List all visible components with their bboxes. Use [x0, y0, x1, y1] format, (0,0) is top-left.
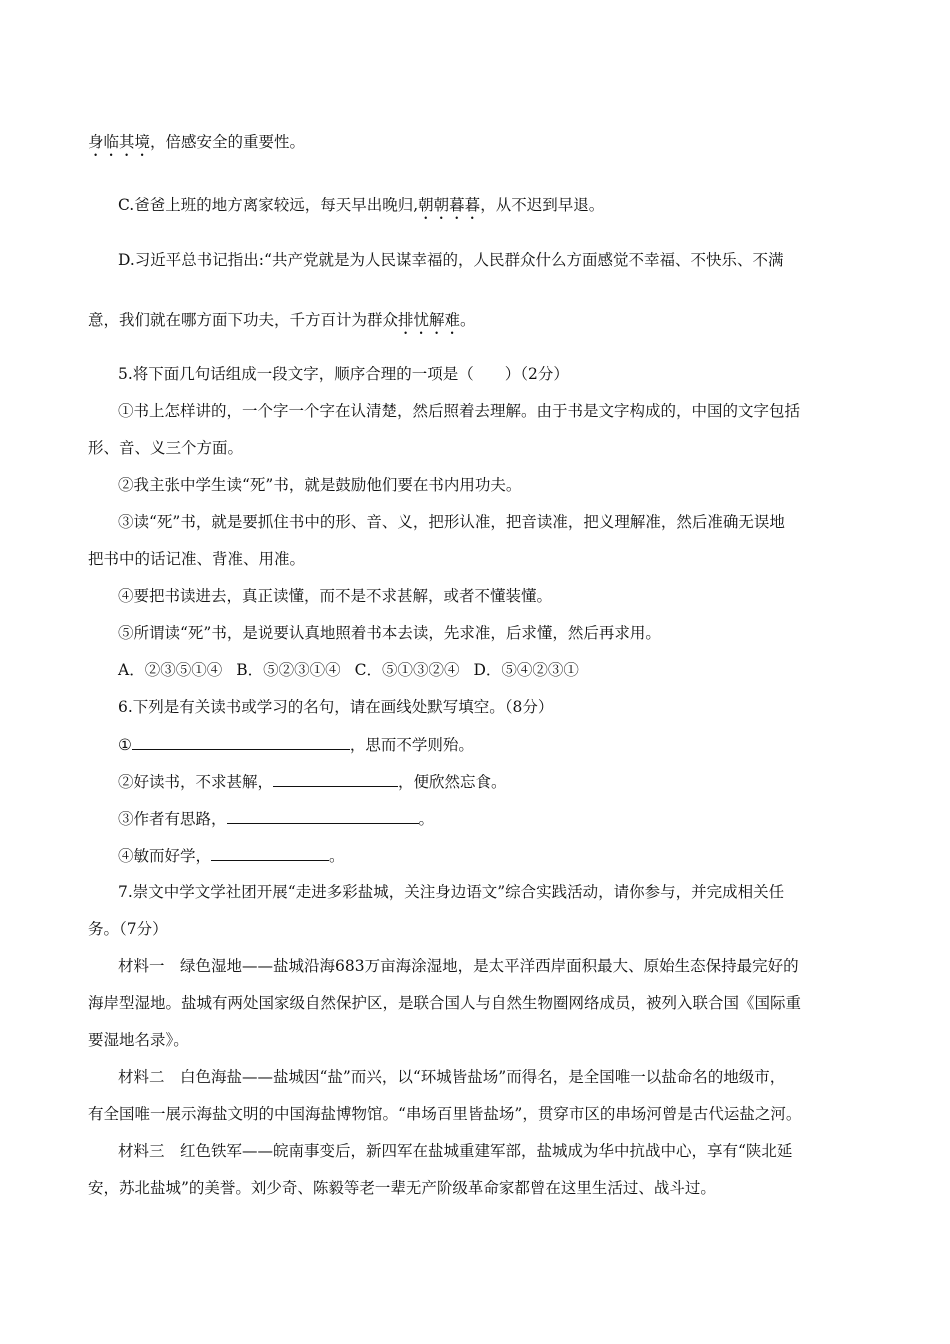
- option-b: B．⑤②③①④: [236, 661, 341, 679]
- q6-item-1: ① ，思而不学则殆。: [118, 736, 474, 754]
- q5-sentence-3b: 把书中的话记准、背准、用准。: [88, 550, 306, 568]
- q5-options: [118, 660, 862, 680]
- q5-stem: 5.将下面几句话组成一段文字，顺序合理的一项是（ ）（2分）: [118, 365, 569, 383]
- q5-sentence-5: ⑤所谓读“死”书，是说要认真地照着书本去读，先求准，后求懂，然后再求用。: [118, 624, 661, 642]
- material-3b: 安，苏北盐城”的美誉。刘少奇、陈毅等老一辈无产阶级革命家都曾在这里生活过、战斗过。: [88, 1179, 716, 1197]
- fill-blank[interactable]: [211, 845, 329, 861]
- fill-blank[interactable]: [273, 771, 398, 787]
- q7-stem-b: 务。（7分）: [88, 920, 168, 938]
- q5-sentence-3a: ③读“死”书，就是要抓住书中的形、音、义，把形认准，把音读准，把义理解准，然后准确无误地: [118, 513, 785, 531]
- q6-item-2: ②好读书，不求甚解， ，便欣然忘食。: [118, 773, 507, 791]
- q7-stem-a: 7.崇文中学文学社团开展“走进多彩盐城，关注身边语文”综合实践活动，请你参与，并完成相关任: [118, 883, 785, 901]
- q5-sentence-1b: 形、音、义三个方面。: [88, 439, 244, 457]
- emphasized-phrase: 排忧解难: [398, 311, 461, 329]
- material-3a: 材料三 红色铁军——皖南事变后，新四军在盐城重建军部，盐城成为华中抗战中心，享有“陕北延: [118, 1142, 793, 1160]
- q6-item-4: ④敏而好学， 。: [118, 847, 345, 865]
- fill-blank[interactable]: [132, 734, 350, 750]
- option-d-line2: 意，我们就在哪方面下功夫，千方百计为群众排忧解难。: [88, 311, 476, 329]
- option-a: A．②③⑤①④: [118, 661, 223, 679]
- q6-stem: 6.下列是有关读书或学习的名句，请在画线处默写填空。（8分）: [118, 698, 554, 716]
- q5-sentence-1a: ①书上怎样讲的，一个字一个字在认清楚，然后照着去理解。由于书是文字构成的，中国的文字包括: [118, 402, 801, 420]
- option-d-line1: D.习近平总书记指出:“共产党就是为人民谋幸福的，人民群众什么方面感觉不幸福、不快乐、不满: [118, 251, 784, 269]
- fill-blank[interactable]: [227, 808, 419, 824]
- emphasized-phrase: 朝朝暮暮: [418, 196, 481, 214]
- option-d: D．⑤④②③①: [473, 661, 579, 679]
- material-2b: 有全国唯一展示海盐文明的中国海盐博物馆。“串场百里皆盐场”，贯穿市区的串场河曾是古代运盐之河。: [88, 1105, 802, 1123]
- emphasized-phrase: 身临其境: [88, 133, 151, 151]
- material-2a: 材料二 白色海盐——盐城因“盐”而兴，以“环城皆盐场”而得名，是全国唯一以盐命名的地级市，: [118, 1068, 786, 1086]
- option-b-continuation: 身临其境，倍感安全的重要性。: [88, 133, 306, 151]
- material-1b: 海岸型湿地。盐城有两处国家级自然保护区，是联合国人与自然生物圈网络成员，被列入联合国《国际重: [88, 994, 802, 1012]
- q6-item-3: ③作者有思路， 。: [118, 810, 435, 828]
- q5-sentence-2: ②我主张中学生读“死”书，就是鼓励他们要在书内用功夫。: [118, 476, 522, 494]
- q5-sentence-4: ④要把书读进去，真正读懂，而不是不求甚解，或者不懂装懂。: [118, 587, 553, 605]
- option-c: C.爸爸上班的地方离家较远，每天早出晚归,朝朝暮暮，从不迟到早退。: [118, 196, 605, 214]
- material-1c: 要湿地名录》。: [88, 1031, 189, 1049]
- material-1a: 材料一 绿色湿地——盐城沿海683万亩海涂湿地，是太平洋西岸面积最大、原始生态保持最完好的: [118, 957, 799, 975]
- option-c: C．⑤①③②④: [354, 661, 460, 679]
